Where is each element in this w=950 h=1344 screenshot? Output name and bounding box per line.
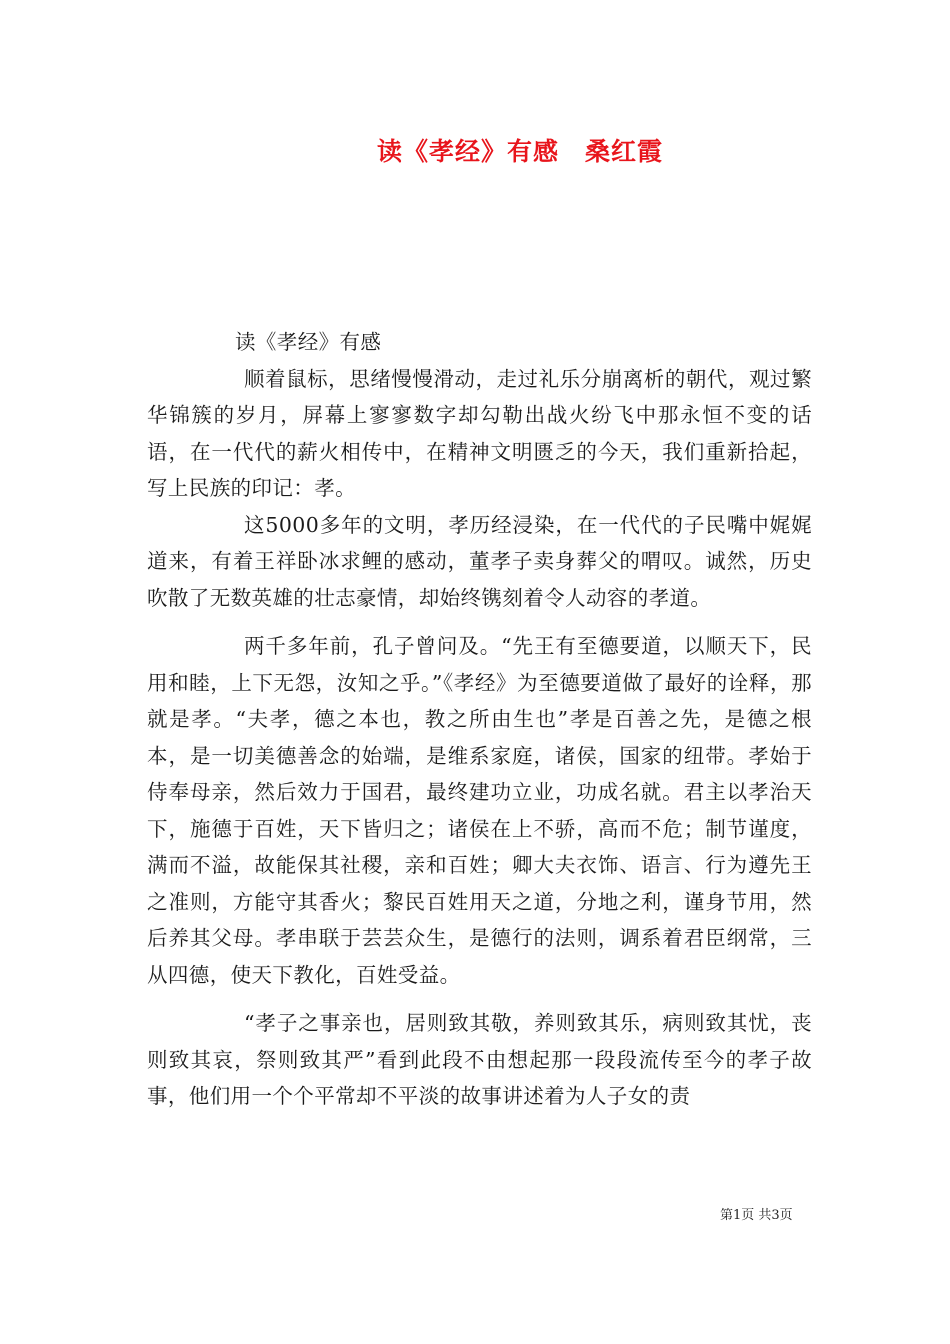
paragraph-1: 顺着鼠标，思绪慢慢滑动，走过礼乐分崩离析的朝代，观过繁华锦簇的岁月，屏幕上寥寥数字却勾勒出战火纷飞中那永恒不变的话语，在一代代的薪火相传中，在精神文明匮乏的今天，我们重新拾起，写上民族的印记：孝。 — [147, 366, 812, 500]
subheading: 读《孝经》有感 — [235, 330, 382, 354]
paragraph-3: 两千多年前，孔子曾问及。“先王有至德要道，以顺天下，民用和睦，上下无怨，汝知之乎。”《孝经》为至德要道做了最好的诠释，那就是孝。“夫孝，德之本也，教之所由生也”孝是百善之先，是德之根本，是一切美德善念的始端，是维系家庭，诸侯，国家的纽带。孝始于侍奉母亲，然后效力于国君，最终建功立业，功成名就。君主以孝治天下，施德于百姓，天下皆归之；诸侯在上不骄，高而不危；制节谨度，满而不溢，故能保其社稷，亲和百姓；卿大夫衣饰、语言、行为遵先王之准则，方能守其香火；黎民百姓用天之道，分地之利，谨身节用，然后养其父母。孝串联于芸芸众生，是德行的法则，调系着君臣纲常，三从四德，使天下教化，百姓受益。 — [147, 634, 812, 987]
page-title — [0, 132, 950, 168]
paragraph-4: “孝子之事亲也，居则致其敬，养则致其乐，病则致其忧，丧则致其哀，祭则致其严”看到此段不由想起那一段段流传至今的孝子故事，他们用一个个平常却不平淡的故事讲述着为人子女的责 — [147, 1011, 812, 1108]
page-number-footer: 第1页 共3页 — [720, 1208, 793, 1223]
paragraph-2: 这5000多年的文明，孝历经浸染，在一代代的子民嘴中娓娓道来，有着王祥卧冰求鲤的感动，董孝子卖身葬父的喟叹。诚然，历史吹散了无数英雄的壮志豪情，却始终镌刻着令人动容的孝道。 — [147, 512, 812, 610]
document-body — [147, 324, 812, 1115]
title-main: 读《孝经》有感 — [376, 137, 559, 166]
title-author: 桑红霞 — [585, 137, 664, 166]
